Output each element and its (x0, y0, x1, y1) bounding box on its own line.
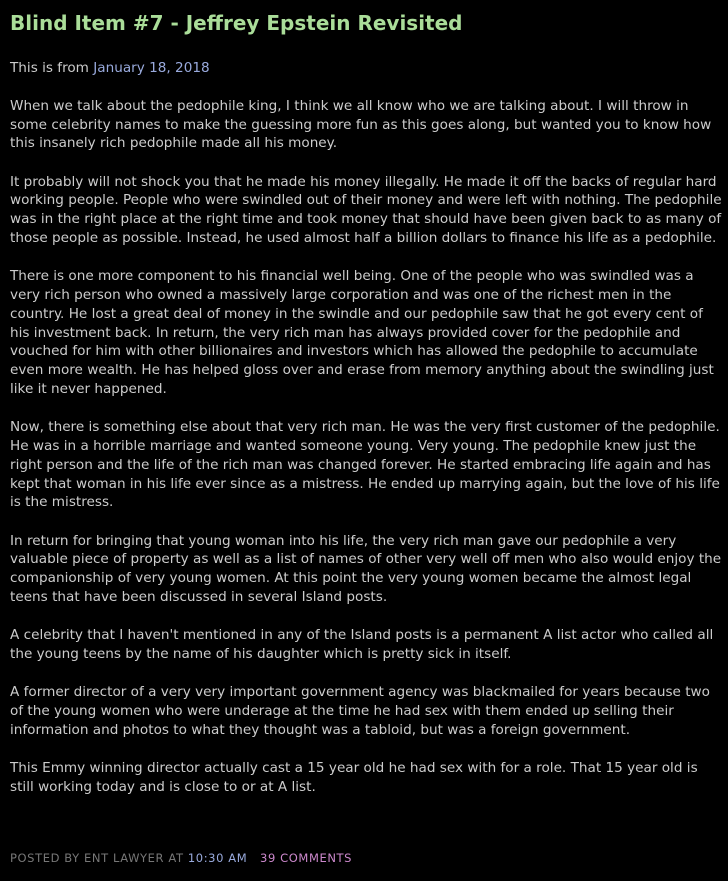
comments-link[interactable]: 39 COMMENTS (260, 851, 353, 865)
paragraph-8: This Emmy winning director actually cast a 15 year old he had sex with for a role. That 15 year old is still working today and is close to or at A list. (10, 759, 698, 795)
paragraph-5: In return for bringing that young woman into his life, the very rich man gave our pedophile a very valuable piece of property as well as a list of names of other very well off men who also would enjoy the companionship of very young women. At this point the very young women became the almost legal teens that have been discussed in several Island posts. (10, 532, 722, 605)
paragraph-1: When we talk about the pedophile king, I think we all know who we are talking about. I will throw in some celebrity names to make the guessing more fun as this goes along, but wanted you to know how this insanely rich pedophile made all his money. (10, 97, 712, 152)
post-intro (10, 59, 724, 78)
posted-by-label: POSTED BY (10, 851, 85, 865)
author-name: ENT LAWYER (84, 851, 165, 865)
post-timestamp-link[interactable]: 10:30 AM (187, 851, 248, 865)
post-footer (10, 851, 352, 865)
paragraph-3: There is one more component to his financial well being. One of the people who was swindled was a very rich person who owned a massively large corporation and was one of the richest men in the country. He lost a great deal of money in the swindle and our pedophile saw that he got every cent of his investment back. In return, the very rich man has always provided cover for the pedophile and vouched for him with other billionaires and investors which has allowed the pedophile to accumulate even more wealth. He has helped gloss over and erase from memory anything about the swindling just like it never happened. (10, 268, 714, 397)
intro-prefix: This is from (10, 60, 94, 76)
paragraph-4: Now, there is something else about that very rich man. He was the very first customer of the pedophile. He was in a horrible marriage and wanted someone young. Very young. The pedophile knew just the right person and the life of the rich man was changed forever. He started embracing life again and has kept that woman in his life ever since as a mistress. He ended up marrying again, but the love of his life is the mistress. (10, 419, 720, 511)
paragraph-2: It probably will not shock you that he made his money illegally. He made it off the backs of regular hard working people. People who were swindled out of their money and were left with nothing. The pedophile was in the right place at the right time and took money that should have been given back to as many of those people as possible. Instead, he used almost half a billion dollars to finance his life as a pedophile. (10, 173, 722, 246)
at-label: AT (164, 851, 188, 865)
original-post-link[interactable]: January 18, 2018 (93, 60, 210, 76)
paragraph-7: A former director of a very very important government agency was blackmailed for years because two of the young women who were underage at the time he had sex with them ended up selling their information and photos to what they thought was a tabloid, but was a foreign government. (10, 684, 710, 738)
post-title[interactable]: Blind Item #7 - Jeffrey Epstein Revisited (10, 11, 463, 35)
blog-post (10, 8, 724, 816)
paragraph-6: A celebrity that I haven't mentioned in any of the Island posts is a permanent A list actor who called all the young teens by the name of his daughter which is pretty sick in itself. (10, 627, 714, 662)
post-body (10, 59, 724, 796)
